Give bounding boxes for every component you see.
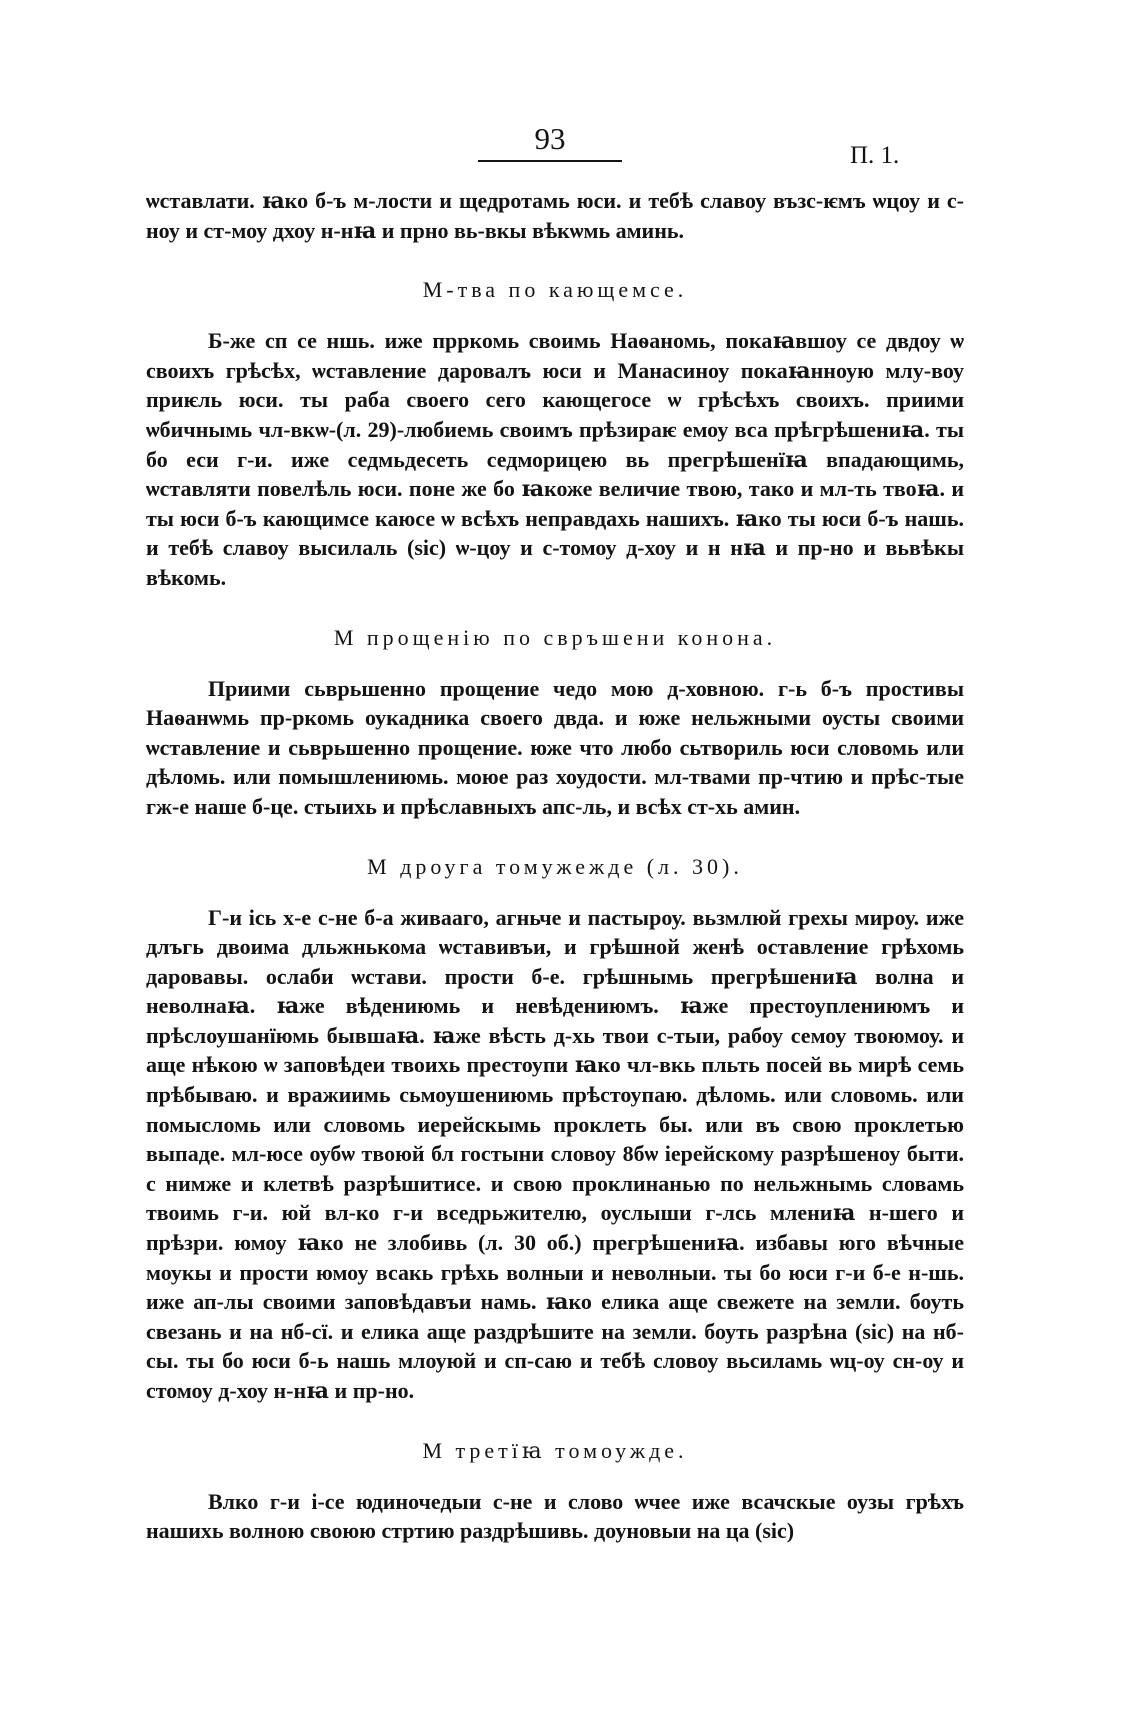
page-number-rule xyxy=(478,160,622,162)
paragraph-prayer-penitent: Б-же сп се ншь. иже прркомь своимь Наѳаномь, покаꙗвшоу се двдоу ѡ своихъ грѣсѣх, ѡставление даровалъ юси и Манасиноу покаꙗнноую млу-воу приѥль юси. ты раба своего сего кающегосе ѡ грѣсѣхъ своихъ. приими ѡбичнымь чл-вкѡ-(л. 29)-любиемь своимъ прѣзираѥ емоу вса прѣгрѣшениꙗ. ты бо еси г-и. иже седмьдесеть седморицею вь прегрѣшенїꙗ впадающимь, ѡставляти повелѣль юси. поне же бо ꙗкоже величие твою, тако и мл-ть твоꙗ. и ты юси б-ъ кающимсе каюсе ѡ всѣхъ неправдахь нашихъ. ꙗко ты юси б-ъ нашь. и тебѣ славоу высилаль (sic) ѡ-цоу и с-томоу д-хоу и н нꙗ и пр-но и вьвѣкы вѣкомь. xyxy=(146,328,964,590)
prayer-heading-second: М дроуга томужежде (л. 30). xyxy=(367,853,743,879)
page-header xyxy=(0,118,1140,168)
paragraph-prayer-third: Влко г-и і-се юдиночедыи с-не и слово ѡчее иже всачскые оузы грѣхъ нашихь волною своюю стртию раздрѣшивь. доуновыи на ца (sic) xyxy=(146,1488,964,1544)
page-content xyxy=(146,186,964,1546)
paragraph-continuation: ѡставлати. ꙗко б-ъ м-лости и щедротамь юси. и тебѣ славоу възс-ѥмъ ѡцоу и с-ноу и ст-моу дхоу н-нꙗ и прно вь-вкы вѣкѡмь аминь. xyxy=(146,188,964,243)
signature-mark: П. 1. xyxy=(850,142,900,169)
prayer-heading-absolution: М прощенію по свръшени конона. xyxy=(333,624,777,650)
prayer-heading-third: М третїꙗ томоужде. xyxy=(422,1437,688,1463)
page-number: 93 xyxy=(534,121,566,156)
paragraph-prayer-second: Г-и ісь х-е с-не б-а живааго, агньче и пастыроу. вьзмлюй грехы мироу. иже длъгь двоима дльжнькома ѡставивъи, и грѣшной женѣ оставление грѣхомь даровавы. ослаби ѡстави. прости б-е. грѣшнымь прегрѣшениꙗ волна и неволнаꙗ. ꙗже вѣдениюмь и невѣдениюмъ. ꙗже престоуплениюмъ и прѣслоушанїюмь бывшаꙗ. ꙗже вѣсть д-хь твои с-тыи, рабоу семоу твоюмоу. и аще нѣкою ѡ заповѣдеи твоихь престоупи ꙗко чл-вкь пльть посей вь мирѣ семь прѣбываю. и вражиимь сьмоушениюмь прѣстоупаю. дѣломь. или словомь. или помысломь или словомь иерейскымь проклеть бы. или въ свою проклетью выпаде. мл-юсе оубѡ твоюй бл гостыни словоу 8бѡ іерейскому разрѣшеноу быти. с нимже и клетвѣ разрѣшитисе. и свою проклинанью по нельжнымь словамь твоимь г-и. юй вл-ко г-и вседрьжителю, оуслыши г-лсь млениꙗ н-шего и прѣзри. юмоу ꙗко не злобивь (л. 30 об.) прегрѣшениꙗ. избавы юго вѣчные моукы и прости юмоу всакь грѣхь волныи и неволныи. ты бо юси г-и б-е н-шь. иже ап-лы своими заповѣдавъи намь. ꙗко елика аще свежете на земли. боуть свезань и на нб-сї. и елика аще раздрѣшите на земли. боуть разрѣна (sic) на нб-сы. ты бо юси б-ь нашь млоуюй и сп-саю и тебѣ словоу вьсиламь ѡц-оу сн-оу и стомоу д-хоу н-нꙗ и пр-но. xyxy=(146,904,964,1403)
paragraph-prayer-absolution: Приими сьврьшенно прощение чедо мою д-ховною. г-ь б-ъ простивы Наѳанѡмь пр-ркомь оукадника своего двда. и юже нельжными оусты своими ѡставление и сьврьшенно прощение. юже что любо сьтвориль юси словомь или дѣломь. или помышлениюмь. моюе раз хоудости. мл-твами пр-чтию и прѣс-тые гж-е наше б-це. стыихь и прѣславныхъ апс-ль, и всѣх ст-хь амин. xyxy=(146,675,964,819)
prayer-heading-penitent: М-тва по кающемсе. xyxy=(422,277,688,303)
